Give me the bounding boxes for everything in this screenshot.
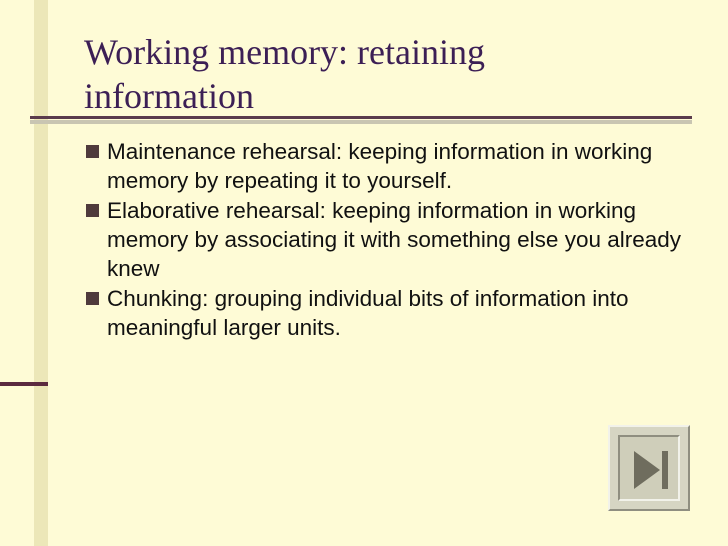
bullet-list xyxy=(86,137,696,343)
bullet-text: Chunking: grouping individual bits of information into meaningful larger units. xyxy=(107,286,629,340)
title-divider xyxy=(30,116,692,119)
bullet-text: Elaborative rehearsal: keeping information in working memory by associating it with something else you already knew xyxy=(107,198,682,281)
left-accent-stripe xyxy=(0,382,48,386)
play-forward-end-icon xyxy=(630,447,672,493)
bullet-text: Maintenance rehearsal: keeping information in working memory by repeating it to yourself. xyxy=(107,139,653,193)
bullet-item-elaborative xyxy=(86,196,696,283)
bullet-item-chunking xyxy=(86,284,696,342)
square-bullet-icon xyxy=(86,292,99,305)
left-decorative-bar xyxy=(34,0,48,546)
next-slide-button-face[interactable] xyxy=(618,435,680,501)
slide-title: Working memory: retaining information xyxy=(84,32,486,116)
next-slide-button[interactable] xyxy=(608,425,690,511)
square-bullet-icon xyxy=(86,145,99,158)
bullet-item-maintenance xyxy=(86,137,696,195)
square-bullet-icon xyxy=(86,204,99,217)
title-divider-shadow xyxy=(30,120,692,124)
